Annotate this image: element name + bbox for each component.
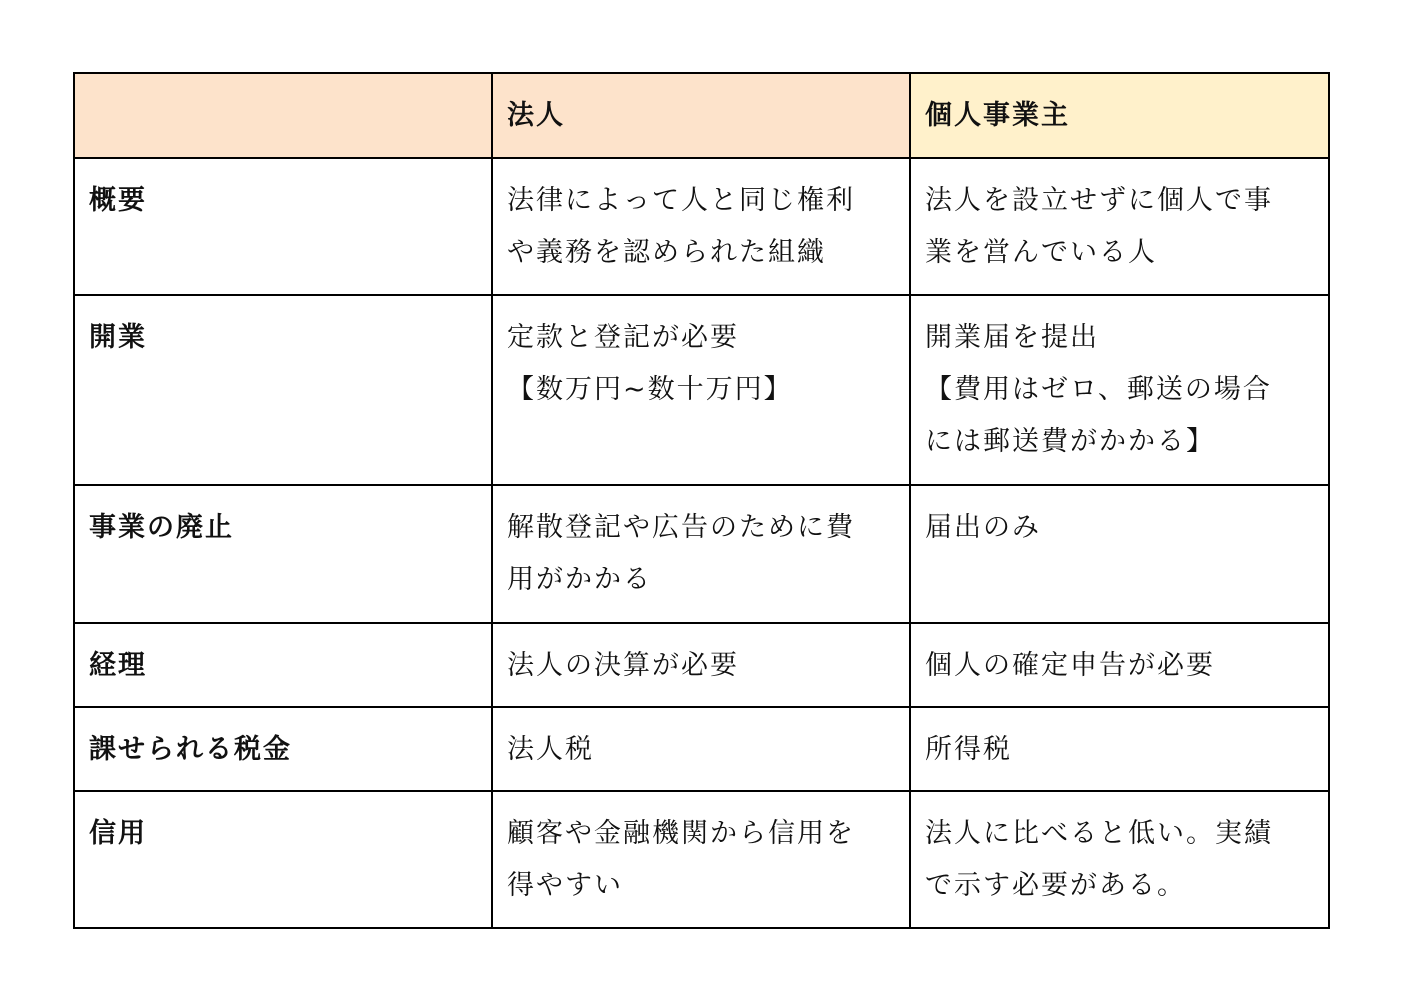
table-row: [74, 791, 1329, 928]
table-row: [74, 158, 1329, 295]
table-row: [74, 623, 1329, 707]
cell-text-line: 開業届を提出: [925, 322, 1099, 353]
row-label-closure: 事業の廃止: [74, 485, 492, 623]
cell-text-line: 法人の決算が必要: [507, 650, 739, 681]
header-sole-proprietor: 個人事業主: [910, 73, 1329, 158]
cell-corp-accounting: [492, 623, 910, 707]
cell-corp-closure: [492, 485, 910, 623]
cell-text-line: や義務を認められた組織: [507, 237, 826, 268]
cell-text-line: 所得税: [925, 734, 1012, 765]
cell-text-line: 法人税: [507, 734, 594, 765]
cell-text-line: 得やすい: [507, 870, 623, 901]
cell-text-line: 【費用はゼロ、郵送の場合: [925, 374, 1272, 405]
row-label-credibility: 信用: [74, 791, 492, 928]
cell-corp-taxes: [492, 707, 910, 791]
header-corporation: 法人: [492, 73, 910, 158]
cell-text-line: 個人の確定申告が必要: [925, 650, 1215, 681]
cell-corp-overview: [492, 158, 910, 295]
cell-text-line: には郵送費がかかる】: [925, 426, 1215, 457]
header-corner-cell: [74, 73, 492, 158]
cell-text-line: 顧客や金融機関から信用を: [507, 818, 855, 849]
cell-text-line: 届出のみ: [925, 512, 1041, 543]
row-label-taxes: 課せられる税金: [74, 707, 492, 791]
row-label-opening: 開業: [74, 295, 492, 485]
table-header-row: [74, 73, 1329, 158]
cell-text-line: 法律によって人と同じ権利: [507, 185, 855, 216]
cell-sole-taxes: [910, 707, 1329, 791]
cell-sole-closure: [910, 485, 1329, 623]
cell-text-line: 用がかかる: [507, 564, 652, 595]
cell-corp-opening: [492, 295, 910, 485]
cell-text-line: で示す必要がある。: [925, 870, 1186, 901]
cell-text-line: 法人を設立せずに個人で事: [925, 185, 1273, 216]
cell-corp-credibility: [492, 791, 910, 928]
cell-sole-accounting: [910, 623, 1329, 707]
cell-text-line: 解散登記や広告のために費: [507, 512, 855, 543]
row-label-overview: 概要: [74, 158, 492, 295]
cell-sole-overview: [910, 158, 1329, 295]
table-row: [74, 485, 1329, 623]
cell-text-line: 定款と登記が必要: [507, 322, 739, 353]
row-label-accounting: 経理: [74, 623, 492, 707]
cell-sole-opening: [910, 295, 1329, 485]
cell-text-line: 業を営んでいる人: [925, 237, 1157, 268]
cell-text-line: 【数万円~数十万円】: [507, 374, 793, 405]
comparison-table: [73, 72, 1330, 929]
cell-text-line: 法人に比べると低い。実績: [925, 818, 1273, 849]
table-row: [74, 295, 1329, 485]
cell-sole-credibility: [910, 791, 1329, 928]
table-row: [74, 707, 1329, 791]
